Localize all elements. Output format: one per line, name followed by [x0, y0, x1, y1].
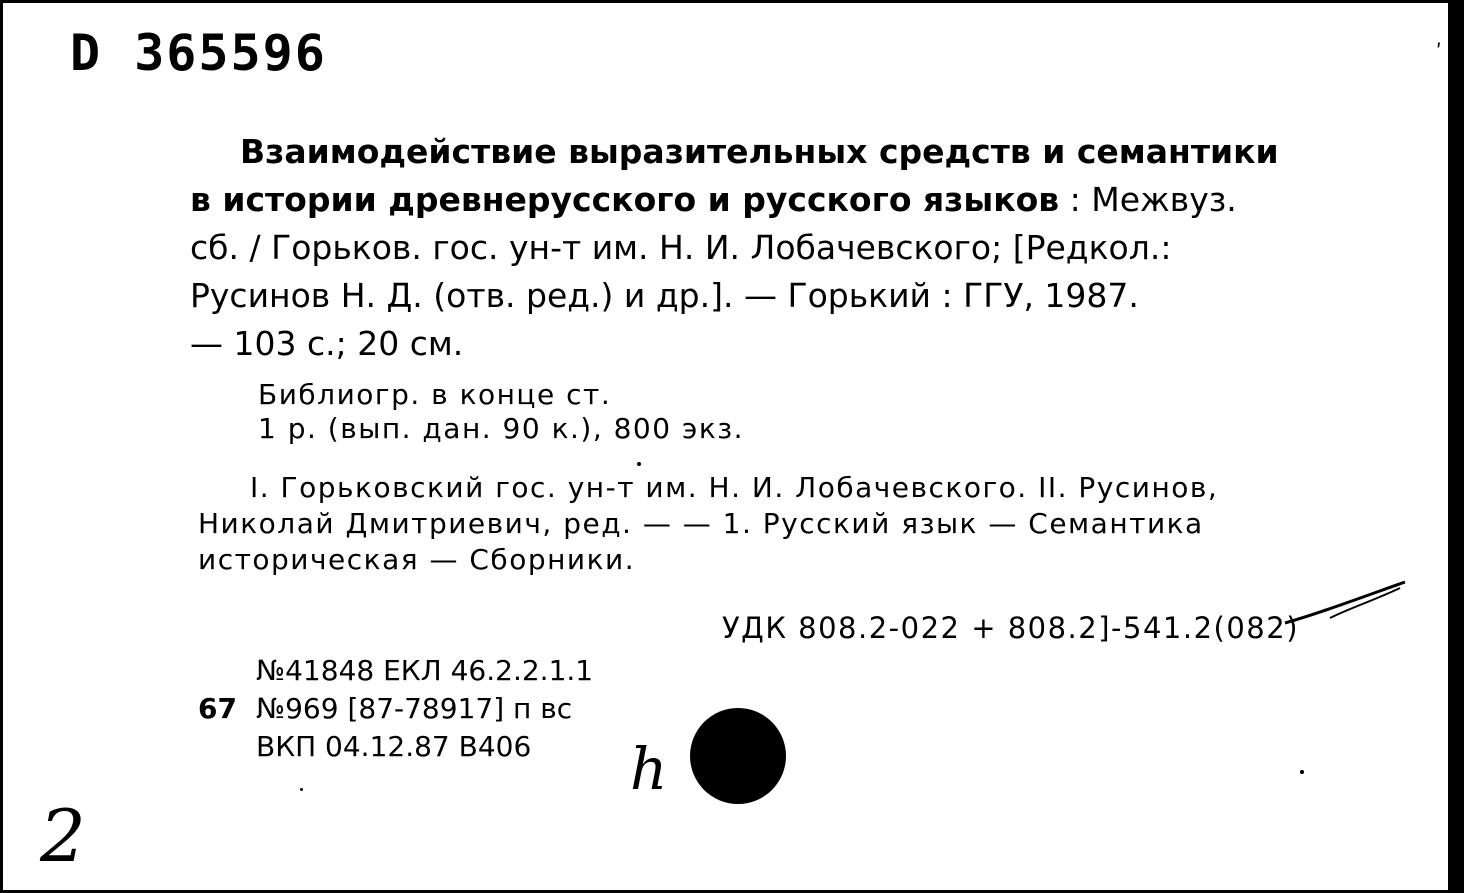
- handwritten-digit: 2: [40, 794, 86, 878]
- call-number: D 365596: [70, 24, 327, 82]
- tracing: [198, 470, 1363, 578]
- accession-codes: [198, 652, 593, 766]
- speck: [1300, 770, 1304, 774]
- speck: [637, 462, 641, 466]
- card-border-left: [0, 0, 3, 893]
- title-line-2: в истории древнерусского и русского языков : Межвуз.: [190, 180, 1237, 219]
- code-row-3: ВКП 04.12.87 В406: [256, 730, 532, 763]
- description-line-4: Русинов Н. Д. (отв. ред.) и др.]. — Горький : ГГУ, 1987.: [190, 276, 1139, 315]
- pen-stroke-mark: [1280, 578, 1410, 628]
- title-line-1: Взаимодействие выразительных средств и семантики: [240, 132, 1279, 171]
- code-row-1: №41848 ЕКЛ 46.2.2.1.1: [256, 654, 594, 687]
- bibliography-note: Библиогр. в конце ст.: [258, 378, 612, 411]
- speck: [300, 788, 303, 791]
- bibliographic-description: [190, 128, 1350, 368]
- description-line-3: сб. / Горьков. гос. ун-т им. Н. И. Лобачевского; [Редкол.:: [190, 228, 1172, 267]
- corner-mark: ʹ: [1436, 40, 1442, 64]
- card-border-top: [0, 0, 1464, 3]
- handwritten-letter: h: [630, 735, 668, 803]
- price-note: 1 р. (вып. дан. 90 к.), 800 экз.: [258, 412, 745, 445]
- tracing-line-1: I. Горьковский гос. ун-т им. Н. И. Лобачевского. II. Русинов,: [250, 471, 1219, 504]
- code-row-2: 67 №969 [87-78917] п вс: [198, 692, 573, 725]
- notes: [258, 378, 744, 446]
- punch-hole-dot: [690, 708, 786, 804]
- udc-classification: УДК 808.2-022 + 808.2]-541.2(082): [722, 611, 1300, 645]
- tracing-line-3: историческая — Сборники.: [198, 543, 636, 576]
- tracing-line-2: Николай Дмитриевич, ред. — — 1. Русский язык — Семантика: [198, 507, 1204, 540]
- card-border-right: [1448, 0, 1464, 893]
- description-line-5: — 103 с.; 20 см.: [190, 324, 464, 363]
